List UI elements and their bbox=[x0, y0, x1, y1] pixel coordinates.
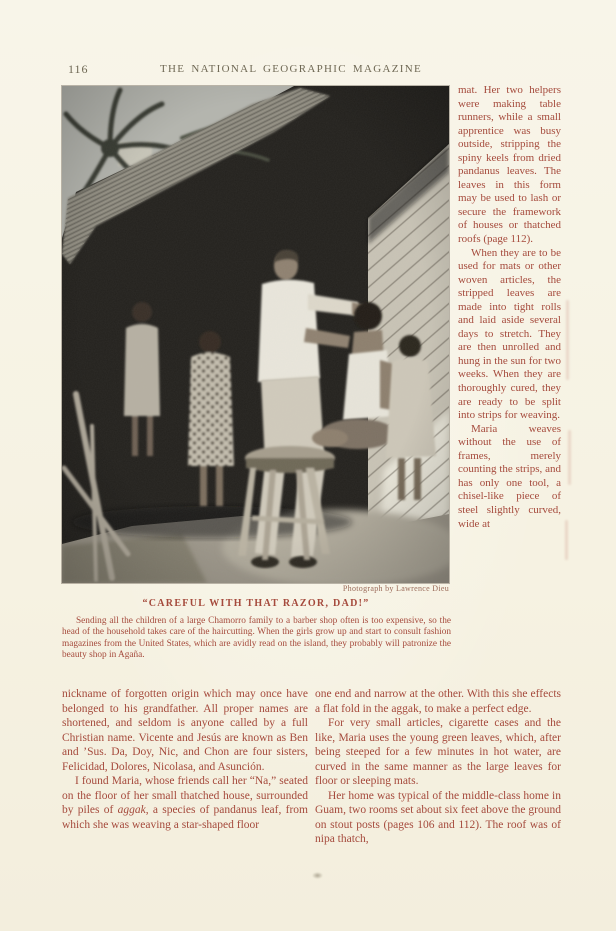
haircut-photo-illustration bbox=[62, 86, 449, 583]
caption-body bbox=[62, 616, 451, 661]
caption-title: “CAREFUL WITH THAT RAZOR, DAD!” bbox=[142, 598, 370, 609]
page-edge-ink-streak bbox=[568, 430, 571, 485]
bottom-left-column bbox=[62, 687, 308, 832]
photo-credit: Photograph by Lawrence Dieu bbox=[342, 584, 449, 593]
smudge-mark bbox=[312, 872, 323, 879]
bottom-right-column bbox=[315, 687, 561, 847]
right-text-column bbox=[458, 84, 561, 531]
haircut-photograph bbox=[62, 86, 449, 583]
page-edge-ink-streak bbox=[565, 520, 568, 560]
running-head-title: THE NATIONAL GEOGRAPHIC MAGAZINE bbox=[160, 63, 422, 75]
body-paragraph: one end and narrow at the other. With this she effects a flat fold in the aggak, to make a perfect edge. bbox=[315, 688, 561, 715]
body-paragraph: Her home was typical of the middle-class home in Guam, two rooms set about six feet above the ground on stout posts (pages 106 and 112). The roof was of nipa thatch, bbox=[315, 789, 561, 846]
page-number: 116 bbox=[68, 62, 89, 76]
rail-paragraph: When they are to be used for mats or other woven articles, the stripped leaves are made into tight rolls and laid aside several days to stretch. They are then unrolled and hung in the sun for two weeks. When they are thoroughly cured, they are ready to be split into strips for weaving. bbox=[458, 246, 561, 422]
body-paragraph: nickname of forgotten origin which may once have belonged to his grandfather. All proper names are shortened, and seldom is anyone called by a full Christian name. Vicente and Jesús are known as Ben and ’Sus. Da, Doy, Nic, and Chon are four sisters, Felicidad, Dolores, Nicolasa, and Asunción. bbox=[62, 688, 308, 773]
body-paragraph: I found Maria, whose friends call her “Na,” seated on the floor of her small thatched house, surrounded by piles of aggak, a species of pandanus leaf, from which she was weaving a star-shaped floor bbox=[62, 775, 308, 831]
body-paragraph: For very small articles, cigarette cases and the like, Maria uses the young green leaves, which, after being steeped for a few minutes in hot water, are curved in the same manner as the large leaves for floor or sleeping mats. bbox=[315, 717, 561, 788]
rail-paragraph: mat. Her two helpers were making table runners, while a small apprentice was busy outside, stripping the spiny keels from dried pandanus leaves. The leaves in this form may be used to lash or secure the framework of houses or thatched roofs (page 112). bbox=[458, 84, 561, 246]
vignette bbox=[62, 86, 449, 583]
page-edge-ink-streak bbox=[566, 300, 569, 380]
rail-paragraph: Maria weaves without the use of frames, merely counting the strips, and has only one tool, a chisel-like piece of steel slightly curved, wide at bbox=[458, 422, 561, 530]
caption-paragraph: Sending all the children of a large Chamorro family to a barber shop often is too expensive, so the head of the household takes care of the haircutting. When the girls grow up and start to consult fashion magazines from the United States, which are avidly read on the island, they probably will patronize the beauty shop in Agaña. bbox=[62, 616, 451, 660]
